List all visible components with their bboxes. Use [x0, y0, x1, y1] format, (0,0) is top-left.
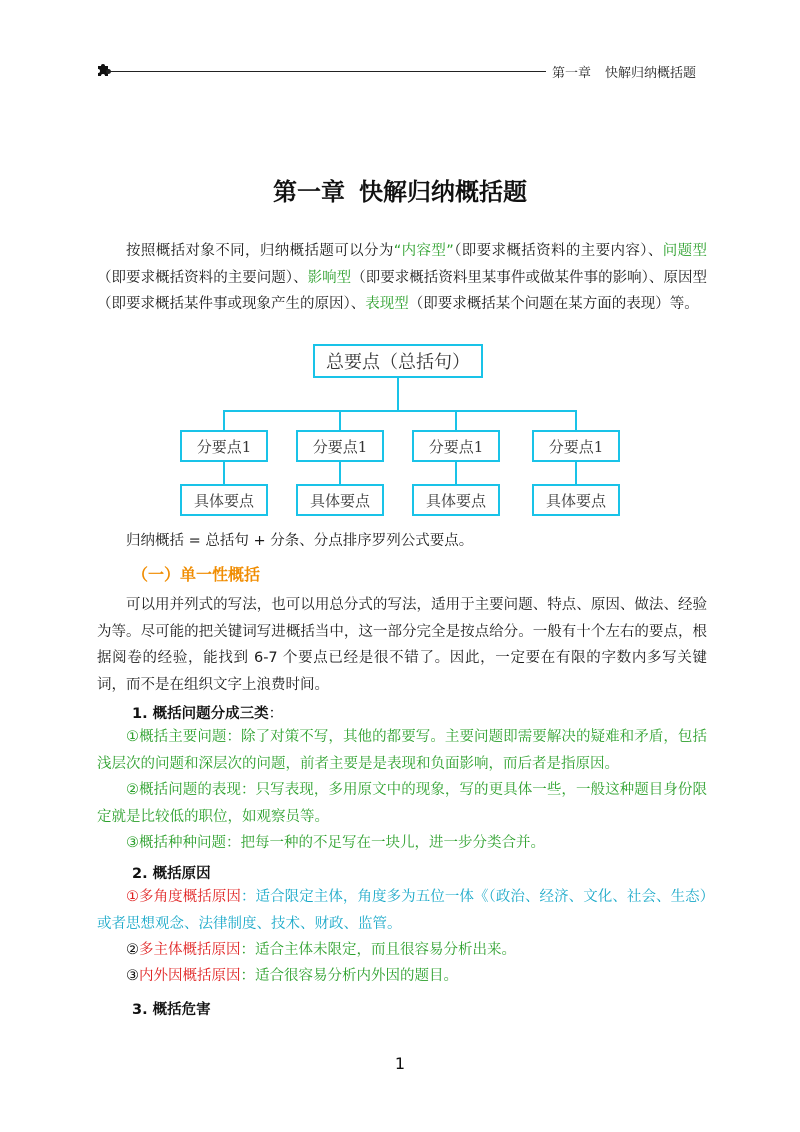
subsection-heading-colon: ：	[268, 706, 284, 722]
diagram-connector	[223, 410, 577, 412]
chapter-title	[0, 172, 800, 207]
section-heading: （一）单一性概括	[132, 565, 261, 584]
cause-type-number: ②	[126, 942, 139, 958]
cause-type-text: ：适合主体未限定，而且很容易分析出来。	[240, 942, 516, 958]
diagram-connector	[223, 462, 225, 484]
diagram-connector	[397, 378, 399, 411]
page-number: 1	[394, 1054, 406, 1073]
diagram-detail-box	[412, 484, 500, 516]
cause-type-number: ③	[126, 968, 139, 984]
diagram-sub-box	[532, 430, 620, 462]
diagram-connector	[223, 410, 225, 430]
diagram-detail-label: 具体要点	[545, 491, 606, 510]
diagram-detail-label: 具体要点	[425, 491, 486, 510]
intro-keyword-problem: 问题型	[662, 243, 708, 259]
problem-type-1: ①概括主要问题：除了对策不写，其他的都要写。主要问题即需要解决的疑难和矛盾，包括浅层次的问题和深层次的问题，前者主要是是表现和负面影响，而后者是指原因。	[97, 729, 707, 772]
diagram-top-box	[313, 344, 483, 378]
diagram-detail-label: 具体要点	[309, 491, 370, 510]
diagram-sub-label: 分要点1	[428, 437, 484, 456]
cause-type-text: ：适合很容易分析内外因的题目。	[240, 968, 458, 984]
running-header	[552, 62, 696, 81]
diagram-connector	[339, 410, 341, 430]
diagram-connector	[575, 410, 577, 430]
intro-keyword-manifest: 表现型	[365, 296, 409, 312]
intro-text-1: 按照概括对象不同，归纳概括题可以分为	[126, 243, 394, 259]
diagram-detail-box	[532, 484, 620, 516]
chapter-name: 快解归纳概括题	[359, 178, 527, 206]
diagram-top-label: 总要点（总括句）	[326, 352, 470, 373]
intro-keyword-impact: 影响型	[307, 269, 352, 286]
intro-text-5: （即要求概括某个问题在某方面的表现）等。	[408, 296, 699, 312]
cause-type-label: 多主体概括原因	[139, 942, 241, 958]
diagram-sub-box	[412, 430, 500, 462]
subsection-heading-1	[132, 702, 283, 723]
cause-type-text: ：适合限定主体，角度多为五位一体《（政治、经济、文化、社会、生态）或者思想观念、法律制度、技术、财政、监管。	[97, 889, 707, 932]
intro-text-2: （即要求概括资料的主要内容）、	[453, 243, 663, 259]
cause-type-1	[97, 884, 707, 937]
diagram-connector	[575, 462, 577, 484]
intro-keyword-content: “内容型”	[393, 243, 454, 259]
diagram-detail-box	[180, 484, 268, 516]
diagram-sub-box	[296, 430, 384, 462]
header-chapter: 第一章	[552, 66, 592, 81]
diagram-detail-label: 具体要点	[193, 491, 254, 510]
diagram-connector	[455, 462, 457, 484]
intro-text-3: （即要求概括资料的主要问题）、	[97, 269, 308, 286]
subsection-heading-text: 1. 概括问题分成三类	[132, 706, 269, 722]
cause-type-3	[97, 963, 707, 990]
diagram-sub-label: 分要点1	[548, 437, 604, 456]
formula-line: 归纳概括 = 总括句 + 分条、分点排序罗列公式要点。	[126, 533, 474, 549]
header-title: 快解归纳概括题	[605, 66, 697, 81]
intro-paragraph	[97, 238, 707, 318]
cause-type-label: ①多角度概括原因	[126, 889, 241, 905]
diagram-connector	[455, 410, 457, 430]
header-rule	[108, 71, 546, 72]
diagram-sub-label: 分要点1	[196, 437, 252, 456]
diagram-connector	[339, 462, 341, 484]
diagram-sub-box	[180, 430, 268, 462]
diagram-sub-label: 分要点1	[312, 437, 368, 456]
cause-type-2	[97, 937, 707, 964]
subsection-heading-3: 3. 概括危害	[132, 1002, 211, 1018]
subsection-heading-2: 2. 概括原因	[132, 866, 211, 882]
problem-type-2: ②概括问题的表现：只写表现，多用原文中的现象，写的更具体一些，一般这种题目身份限定就是比较低的职位，如观察员等。	[97, 782, 707, 825]
problem-type-3: ③概括种种问题：把每一种的不足写在一块儿，进一步分类合并。	[126, 835, 545, 851]
section-body: 可以用并列式的写法，也可以用总分式的写法，适用于主要问题、特点、原因、做法、经验为等。尽可能的把关键词写进概括当中，这一部分完全是按点给分。一般有十个左右的要点，根据阅卷的经验，能找到 6-7 个要点已经是很不错了。因此，一定要在有限的字数内多写关键词，而不是在组织文字上浪费时间。	[97, 597, 707, 693]
intro-text-4: （即要求概括资料里某事件或做某件事的影响）、原因型（即要求概括某件事或现象产生的原因）、	[97, 269, 708, 312]
chapter-number: 第一章	[273, 178, 345, 206]
cause-type-label: 内外因概括原因	[139, 968, 241, 984]
diagram-detail-box	[296, 484, 384, 516]
